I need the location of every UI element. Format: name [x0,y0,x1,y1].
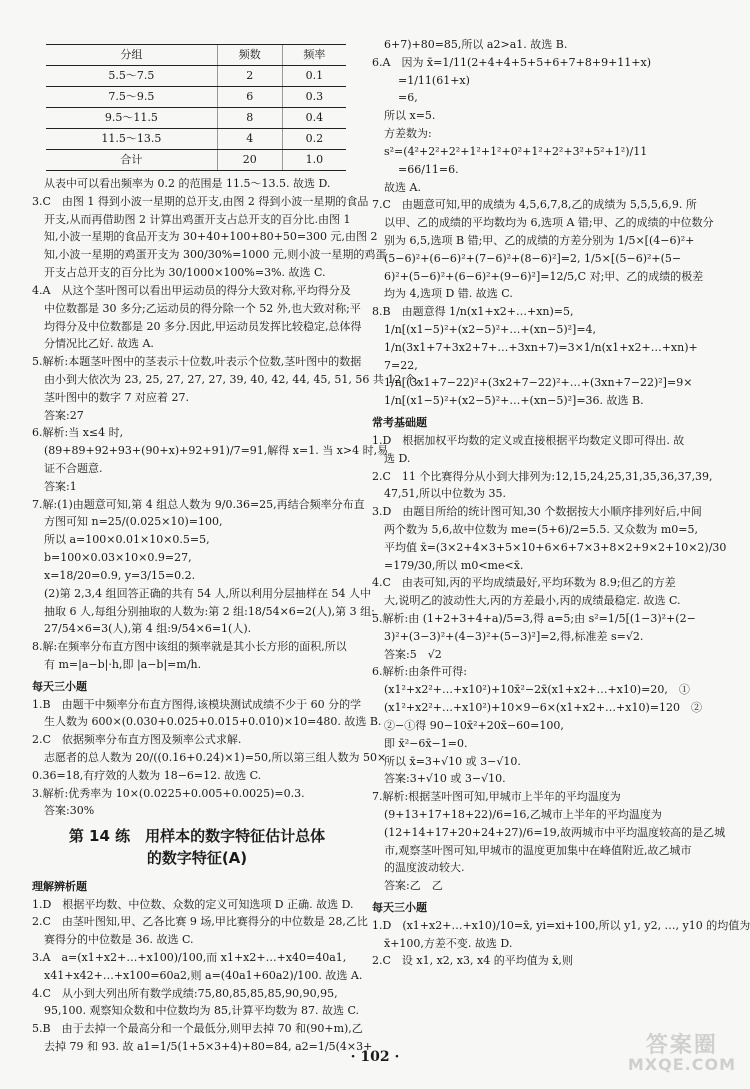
question-line: 2.C 设 x1, x2, x3, x4 的平均值为 x̄,则 [372,954,573,968]
question-line: 0.36=18,有疗效的人数为 18−6=12. 故选 C. [32,768,262,782]
answer-line: 答案:3+√10 或 3−√10. [384,772,506,786]
text-line: x41+x42+…+x100=60a2,则 a=(40a1+60a2)/100. 故选 A. [44,968,363,982]
text-line: 市,观察茎叶图可知,甲城市的温度更加集中在峰值附近,故乙城市 [384,843,692,857]
text-line: 抽取 6 人,每组分别抽取的人数为:第 2 组:18/54×6=2(人),第 3 组: [44,604,375,618]
question-line: 7.解析:根据茎叶图可知,甲城市上半年的平均温度为 [372,790,621,804]
table-cell: 0.2 [282,129,346,150]
question-line: 5.B 由于去掉一个最高分和一个最低分,则甲去掉 70 和(90+m),乙 [32,1022,363,1036]
text-line: (9+13+17+18+22)/6=16,乙城市上半年的平均温度为 [384,807,662,821]
text-line: 95,100. 观察知众数和中位数均为 85,计算平均数为 87. 故选 C. [44,1004,359,1018]
text-line: 均为 4,选项 D 错. 故选 C. [384,287,513,301]
table-header-row [46,45,346,66]
text-line: 开支,从而再借助图 2 计算出鸡蛋开支占总开支的百分比.由图 1 [44,212,351,226]
right-column [372,36,750,970]
table-cell: 8 [217,108,282,129]
text-line: 生人数为 600×(0.030+0.025+0.015+0.010)×10=480. 故选 B. [44,715,382,729]
question-line: 1.D 根据平均数、中位数、众数的定义可知选项 D 正确. 故选 D. [32,897,354,911]
question-line: 2.C 由茎叶图知,甲、乙各比赛 9 场,甲比赛得分的中位数是 28,乙比 [32,915,368,929]
text-line: x̄+100,方差不变. 故选 D. [384,936,513,950]
text-line: 方图可知 n=25/(0.025×10)=100, [44,515,223,529]
text-line: 即 x̄²−6x̄−1=0. [384,736,468,750]
text-line: 以甲、乙的成绩的平均数均为 6,选项 A 错;甲、乙的成绩的中位数分 [384,216,714,230]
table-cell: 4 [217,129,282,150]
text-line: 27/54×6=3(人),第 4 组:9/54×6=1(人). [44,622,252,636]
text-line: 均得分及中位数都是 20 多分.因此,甲运动员发挥比较稳定,总体得 [44,319,362,333]
table-row [46,87,346,108]
text-line: 所以 x̄=3+√10 或 3−√10. [384,754,521,768]
frequency-table [46,44,346,171]
question-line: 4.C 由表可知,丙的平均成绩最好,平均环数为 8.9;但乙的方差 [372,576,676,590]
section-heading: 每天三小题 [32,679,87,693]
text-line: (89+89+92+93+(90+x)+92+91)/7=91,解得 x=1. 当 x>4 时,易 [44,444,389,458]
text-line: 的温度波动较大. [384,861,465,875]
table-cell: 合计 [46,150,217,171]
text-line: =6, [398,91,418,105]
answer-line: 答案:27 [44,408,84,422]
text-line: 有 m=|a−b|·h,即 |a−b|=m/h. [44,657,202,671]
question-line: 5.解析:本题茎叶图中的茎表示十位数,叶表示个位数,茎叶图中的数据 [32,355,362,369]
table-row [46,108,346,129]
question-line: 1.D 根据加权平均数的定义或直接根据平均数定义即可得出. 故 [372,433,685,447]
question-line: 3.解析:优秀率为 10×(0.0225+0.005+0.0025)=0.3. [32,786,305,800]
text-line: =179/30,所以 m0<me<x̄. [384,558,524,572]
answer-line: 答案:乙 乙 [384,879,443,893]
table-header-cell: 频数 [217,45,282,66]
text-line: 中位数都是 30 多分;乙运动员的得分除一个 52 外,也大致对称;平 [44,301,361,315]
answer-line: 答案:1 [44,479,77,493]
text-line: 7=22, [384,358,418,372]
text-line: (12+14+17+20+24+27)/6=19,故两城市中平均温度较高的是乙城 [384,825,726,839]
text-line: 3)²+(3−3)²+(4−3)²+(5−3)²]=2,得,标准差 s=√2. [384,629,644,643]
text-line: (x1²+x2²+…+x10²)+10x̄²−2x̄(x1+x2+…+x10)=20, ① [384,683,690,697]
question-line: 8.B 由题意得 1/n(x1+x2+…+xn)=5, [372,305,574,319]
text-line: 1/n(3x1+7+3x2+7+…+3xn+7)=3×1/n(x1+x2+…+xn)+ [384,340,698,354]
text-line: 平均值 x̄=(3×2+4×3+5×10+6×6+7×3+8×2+9×2+10×2)/30 [384,540,727,554]
text-line: 1/n[(x1−5)²+(x2−5)²+…+(xn−5)²]=4, [384,323,597,336]
text-line: =66/11=6. [398,162,459,176]
text-line: (2)第 2,3,4 组回答正确的共有 54 人,所以利用分层抽样在 54 人中 [44,586,372,600]
text-line: 开支占总开支的百分比为 30/1000×100%=3%. 故选 C. [44,266,326,280]
question-line: 7.解:(1)由题意可知,第 4 组总人数为 9/0.36=25,再结合频率分布直 [32,497,365,511]
question-line: 6.A 因为 x̄=1/11(2+4+4+5+5+6+7+8+9+11+x) [372,55,651,69]
table-cell: 0.3 [282,87,346,108]
table-cell: 9.5～11.5 [46,108,217,129]
text-line: 所以 x=5. [384,109,436,123]
text-line: 选 D. [384,451,411,465]
text-line: ②−①得 90−10x̄²+20x̄−60=100, [384,718,564,732]
lesson-title [32,826,362,870]
table-header-cell: 分组 [46,45,217,66]
table-cell: 0.4 [282,108,346,129]
table-row [46,150,346,171]
text-line: b=100×0.03×10×0.9=27, [44,551,192,565]
text-line: 从表中可以看出频率为 0.2 的范围是 11.5～13.5. 故选 D. [44,177,331,190]
lesson-title-line-2: 的数字特征(A) [146,849,248,867]
text-line: 知,小波一星期的鸡蛋开支为 300/30%=1000 元,则小波一星期的鸡蛋 [44,248,387,262]
question-line: 6.解析:由条件可得: [372,665,467,679]
question-line: 7.C 由题意可知,甲的成绩为 4,5,6,7,8,乙的成绩为 5,5,5,6,9. 所 [372,198,697,212]
text-line: 分情况比乙好. 故选 A. [44,337,154,351]
lesson-title-line-1: 第 14 练 用样本的数字特征估计总体 [68,827,326,846]
text-line: (x1²+x2²+…+x10²)+10×9−6×(x1+x2+…+x10)=120 ② [384,701,702,715]
text-line: =1/11(61+x) [398,73,470,87]
text-line: 赛得分的中位数是 36. 故选 C. [44,933,194,947]
text-line: 6+7)+80=85,所以 a2>a1. 故选 B. [384,38,568,51]
text-line: 志愿者的总人数为 20/((0.16+0.24)×1)=50,所以第三组人数为 50× [44,751,387,764]
question-line: 1.D (x1+x2+…+x10)/10=x̄, yi=xi+100,所以 y1, y2, …, y10 的均值为 [372,918,750,932]
watermark-url: MXQE.COM [627,1055,736,1075]
table-cell: 7.5～9.5 [46,87,217,108]
question-line: 1.B 由题干中频率分布直方图得,该模块测试成绩不少于 60 分的学 [32,697,362,711]
text-line: 故选 A. [384,180,421,194]
text-line: 去掉 79 和 93. 故 a1=1/5(1+5×3+4)+80=84, a2=1/5(4×3+ [44,1040,373,1054]
section-heading: 常考基础题 [372,416,427,430]
table-cell: 0.1 [282,66,346,87]
text-line: x=18/20=0.9, y=3/15=0.2. [44,568,196,582]
section-heading: 每天三小题 [372,901,427,914]
question-line: 4.C 从小到大列出所有数学成绩:75,80,85,85,85,90,90,95, [32,986,338,1000]
question-line: 3.D 由题目所给的统计图可知,30 个数据按大小顺序排列好后,中间 [372,505,702,519]
table-header-cell: 频率 [282,45,346,66]
table-row [46,66,346,87]
answer-line: 答案:30% [44,804,95,818]
question-line: 6.解析:当 x≤4 时, [32,426,124,440]
question-line: 2.C 依据频率分布直方图及频率公式求解. [32,733,242,747]
text-line: 47,51,所以中位数为 35. [384,487,506,501]
watermark-logo [628,1034,736,1074]
text-line: 1/n[(x1−5)²+(x2−5)²+…+(xn−5)²]=36. 故选 B. [384,394,644,408]
text-line: 方差数为: [384,127,432,141]
table-cell: 5.5～7.5 [46,66,217,87]
text-line: 别为 6,5,选项 B 错;甲、乙的成绩的方差分别为 1/5×[(4−6)²+ [384,233,695,247]
table-cell: 11.5～13.5 [46,129,217,150]
text-line: 茎叶图中的数字 7 对应着 27. [44,390,189,404]
question-line: 4.A 从这个茎叶图可以看出甲运动员的得分大致对称,平均得分及 [32,283,351,297]
question-line: 3.A a=(x1+x2+…+x100)/100,而 x1+x2+…+x40=40a1, [32,951,347,964]
text-line: 由小到大依次为 23, 25, 27, 27, 27, 39, 40, 42, 44, 45, 51, 56 共 12 个, [44,372,420,386]
text-line: (5−6)²+(6−6)²+(7−6)²+(8−6)²]=2, 1/5×[(5−6)²+(5− [384,251,682,265]
answer-line: 答案:5 √2 [384,647,442,661]
table-row [46,129,346,150]
right-answers [372,36,750,970]
question-line: 2.C 11 个比赛得分从小到大排列为:12,15,24,25,31,35,36,37,39, [372,469,713,483]
text-line: 大,说明乙的波动性大,丙的方差最小,丙的成绩最稳定. 故选 C. [384,594,681,608]
section-heading: 理解辨析题 [32,879,87,893]
page-number: · 102 · [350,1049,400,1065]
text-line: 1/n[(3x1+7−22)²+(3x2+7−22)²+…+(3xn+7−22)²]=9× [384,376,693,390]
table-cell: 6 [217,87,282,108]
text-line: 知,小波一星期的食品开支为 30+40+100+80+50=300 元,由图 2 [44,230,378,244]
question-line: 8.解:在频率分布直方图中该组的频率就是其小长方形的面积,所以 [32,640,347,654]
text-line: 6)²+(5−6)²+(6−6)²+(9−6)²]=12/5,C 对;甲、乙的成绩的极差 [384,269,704,283]
table-cell: 1.0 [282,150,346,171]
question-line: 3.C 由图 1 得到小波一星期的总开支,由图 2 得到小波一星期的食品 [32,194,369,208]
text-line: s²=(4²+2²+2²+1²+1²+0²+1²+2²+3²+5²+1²)/11 [384,144,648,158]
text-line: 证不合题意. [44,462,103,475]
text-line: 两个数为 5,6,故中位数为 me=(5+6)/2=5.5. 又众数为 m0=5, [384,522,698,536]
question-line: 5.解析:由 (1+2+3+4+a)/5=3,得 a=5;由 s²=1/5[(1−3)²+(2− [372,612,696,625]
left-answers-part-2 [32,878,373,1056]
table-cell: 2 [217,66,282,87]
table-cell: 20 [217,150,282,171]
watermark-text: 答案圈 [645,1033,718,1058]
text-line: 所以 a=100×0.01×10×0.5=5, [44,533,210,547]
